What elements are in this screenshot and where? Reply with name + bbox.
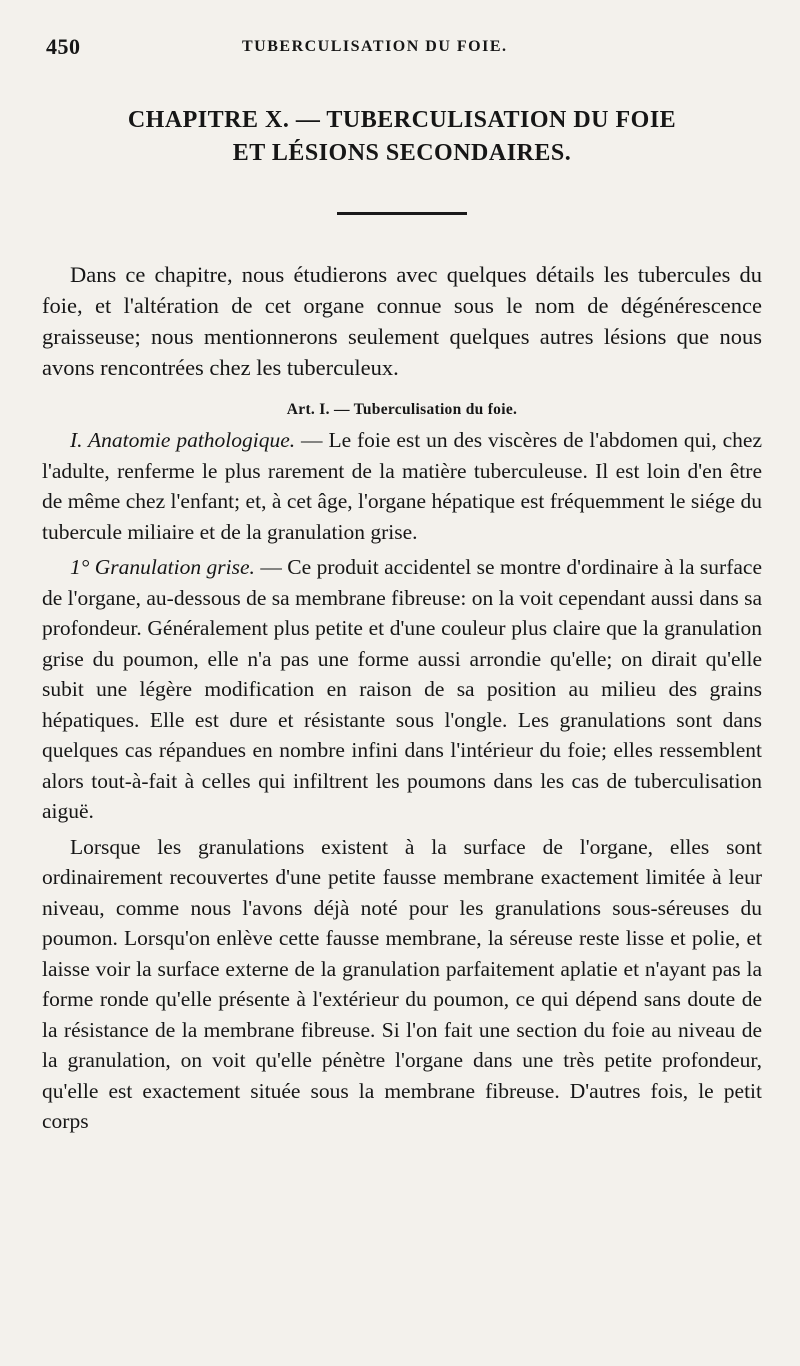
running-head <box>42 34 762 64</box>
title-divider <box>337 212 467 215</box>
chapter-title <box>42 104 762 170</box>
section-anatomie-text: — Le foie est un des viscères de l'abdomen qui, chez l'adulte, renferme le plus rarement de la matière tuberculeuse. Il est loin d'en être de même chez l'enfant; et, à cet âge, l'organe hépatique est fréquemment le siége du tubercule miliaire et de la granulation grise. <box>42 428 762 544</box>
intro-paragraph: Dans ce chapitre, nous étudierons avec quelques détails les tubercules du foie, et l'altération de cet organe connue sous le nom de dégénérescence graisseuse; nous mentionnerons seulement quelques autres lésions que nous avons rencontrées chez les tuberculeux. <box>42 262 762 380</box>
chapter-title-line-1: CHAPITRE X. — TUBERCULISATION DU FOIE <box>127 107 677 133</box>
body-paragraph-3: Lorsque les granulations existent à la surface de l'organe, elles sont ordinairement recouvertes d'une petite fausse membrane exactement limitée à leur niveau, comme nous l'avons déjà noté pour les granulations sous-séreuses du poumon. Lorsqu'on enlève cette fausse membrane, la séreuse reste lisse et polie, et laisse voir la surface externe de la granulation parfaitement aplatie et n'ayant pas la forme ronde qu'elle présente à l'extérieur du poumon, ce qui dépend sans doute de la résistance de la membrane fibreuse. Si l'on fait une section du foie au niveau de la granulation, on voit qu'elle pénètre l'organe dans une très petite profondeur, qu'elle est exactement située sous la membrane fibreuse. D'autres fois, le petit corps <box>42 834 762 1133</box>
section-anatomie-heading: I. Anatomie pathologique. <box>70 428 296 452</box>
section-granulation-paragraph <box>42 552 762 827</box>
section-granulation-heading: 1° Granulation grise. <box>70 555 255 579</box>
section-anatomie-paragraph <box>42 425 762 547</box>
running-title: TUBERCULISATION DU FOIE. <box>242 38 508 55</box>
section-granulation-text: — Ce produit accidentel se montre d'ordinaire à la surface de l'organe, au-dessous de sa membrane fibreuse: on la voit cependant aussi dans sa profondeur. Généralement plus petite et d'une couleur plus claire que la granulation grise du poumon, elle n'a pas une forme aussi arrondie qu'elle; on dirait qu'elle subit une légère modification en raison de sa position au milieu des grains hépatiques. Elle est dure et résistante sous l'ongle. Les granulations sont dans quelques cas répandues en nombre infini dans l'intérieur du foie; elles ressemblent alors tout-à-fait à celles qui infiltrent les poumons dans les cas de tuberculisation aiguë. <box>42 555 762 823</box>
article-heading: Art. I. — Tuberculisation du foie. <box>286 401 518 418</box>
page-number: 450 <box>46 34 81 59</box>
chapter-title-line-2: ET LÉSIONS SECONDAIRES. <box>232 140 572 166</box>
